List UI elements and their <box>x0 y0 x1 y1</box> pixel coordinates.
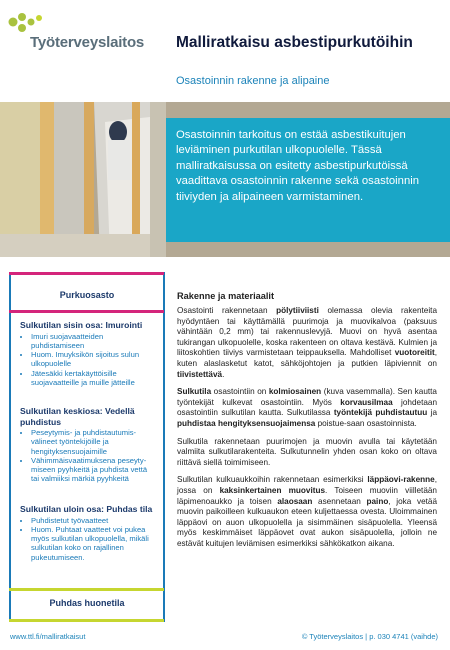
page-subtitle: Osastoinnin rakenne ja alipaine <box>176 75 330 87</box>
zone-outer <box>16 504 158 562</box>
zone-heading: Sulkutilan keskiosa: Vedellä puhdistus <box>20 406 135 427</box>
footer-org: © Työterveyslaitos | p. 030 4741 (vaihde) <box>301 632 438 641</box>
list-item: • Puhdistetut työvaatteet <box>31 516 154 525</box>
section-heading: Rakenne ja materiaalit <box>177 291 275 301</box>
zone-inner <box>16 320 158 387</box>
diagram-pink-divider <box>9 310 164 313</box>
list-item: • Huom. Puhtaat vaatteet voi pukea myös sulkutilan ulkopuolella, mikäli sulkutilan koko on rajallinen pukeutumiseen. <box>31 525 154 562</box>
diagram-green-divider <box>9 588 164 591</box>
ttl-logo <box>8 12 158 52</box>
list-item: • Huom. Imuyksikön sijoitus sulun ulkopuolelle <box>31 350 154 369</box>
intro-box <box>166 118 450 242</box>
dirty-zone-label: Purkuosasto <box>59 290 115 300</box>
zone-heading: Sulkutilan uloin osa: Puhdas tila <box>20 504 153 514</box>
logo-text: Työterveyslaitos <box>30 34 145 51</box>
intro-text: Osastoinnin tarkoitus on estää asbestikuitujen leviäminen purkutilan ulkopuolelle. Tässä malliratkaisussa on esitetty asbestipurkutöissä vaadittava osastoinnin rakenne sekä osastoinnin tiiviyden ja alipaineen varmistaminen. <box>176 129 420 203</box>
airlock-diagram <box>9 272 165 622</box>
zone-middle <box>16 406 158 484</box>
footer-link[interactable]: www.ttl.fi/malliratkaisut <box>10 632 86 641</box>
article-body <box>177 291 437 556</box>
list-item: • Peseytymis- ja puhdistautumis-välineet työntekijöille ja hengityksensuojaimille <box>31 428 154 456</box>
logo-mark-icon <box>8 12 48 36</box>
diagram-top-bar <box>9 272 164 275</box>
list-item: • Imuri suojavaatteiden puhdistamiseen <box>31 332 154 351</box>
diagram-left-wall <box>9 272 11 622</box>
zone-heading: Sulkutilan sisin osa: Imurointi <box>20 320 143 330</box>
paragraph-4: Sulkutilan kulkuaukkoihin rakennetaan esimerkiksi läppäovi-rakenne, jossa on kaksinkertainen muovitus. Toiseen muoviin viilletään läpimenoaukko ja toisen alaosaan asennetaan paino, joka vetää muovin paikoilleen kulkuaukon eteen kuljettaessa ovesta. Uloimmainen läppäovi on auon ulkopuolella ja sisimmäinen sisäpuolella. Yleensä myös keskimmäiset läppäovet ovat aukon sisäpuolella, jolloin ne estävät kuitujen leviämisen esimerkiksi sähkökatkon aikana. <box>177 475 438 548</box>
list-item: • Vähimmäisvaatimuksena peseyty-miseen pyyhkeitä ja puhdista vettä tai valmiiksi märkiä pyyhkeitä <box>31 456 154 484</box>
page-title: Malliratkaisu asbestipurkutöihin <box>176 34 413 51</box>
paragraph-1: Osastointi rakennetaan pölytiiviisti olemassa olevia rakenteita hyödyntäen tai käyttämällä puurimoja ja muovikalvoa (paksuus vähintään 0,2 mm) tai rakennuslevyjä. Muovi on hyvä asentaa tukirangan ulkopuolelle, koska rakenteen on oltava kestävä. Kulmien ja liitoskohtien tiiviys varmistetaan teippauksella. Mahdolliset vuotoreitit, kuten alaslasketut katot, sähköjohtojen ja putkien läpiviennit on tiivistettävä. <box>177 306 437 379</box>
list-item: • Jätesäkki kertakäyttöisille suojavaatteille ja muille jätteille <box>31 369 154 388</box>
clean-zone-label: Puhdas huonetila <box>49 598 125 608</box>
paragraph-3: Sulkutila rakennetaan puurimojen ja muovin avulla tai käytetään valmiita sulkutilarakenteita. Sulkutunnelin yhden osan koko on oltava riittävä siellä toimimiseen. <box>177 436 437 467</box>
paragraph-2: Sulkutila osastointiin on kolmiosainen (kuva vasemmalla). Sen kautta työntekijät kulkevat osastointiin. Myös korvausilmaa johdetaan osastointiin sulkutilan kautta. Sulkutilassa työntekijä puhdistautuu ja puhdistaa hengityksensuojaimensa poistue-saan osastoinnista. <box>177 387 438 428</box>
diagram-bottom-bar <box>9 619 164 622</box>
diagram-right-wall <box>163 272 165 622</box>
